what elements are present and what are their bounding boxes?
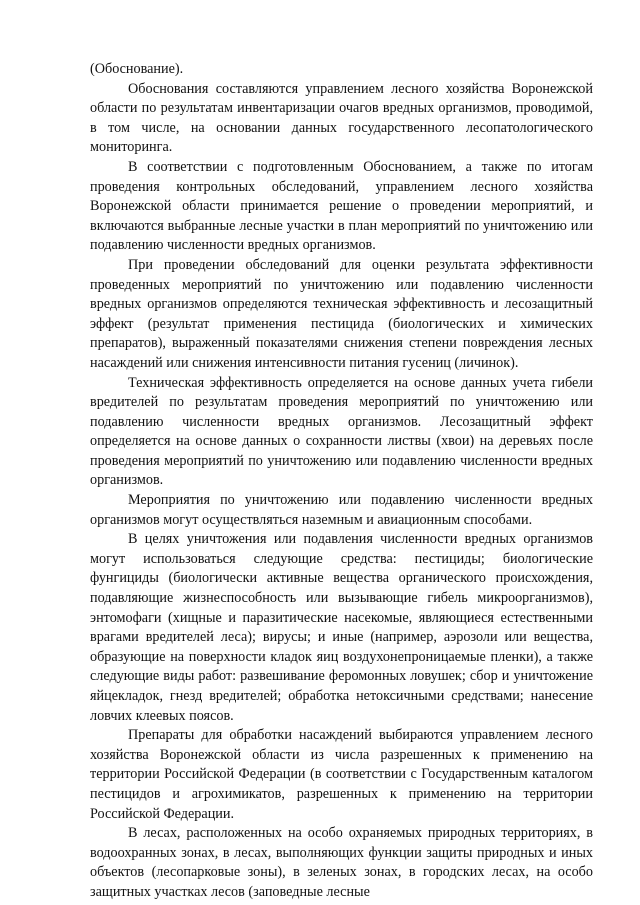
paragraph-decision: В соответствии с подготовленным Обоснованием, а также по итогам проведения контрольных обследований, управлением лесного хозяйства Воронежской области принимается решение о проведении мероприятий, и включаются выбранные лесные участки в план мероприятий по уничтожению или подавлению численности вредных организмов.: [90, 158, 593, 254]
paragraph-methods: Мероприятия по уничтожению или подавлению численности вредных организмов могут осуществляться наземным и авиационным способами.: [90, 492, 593, 528]
paragraph-effectiveness-assessment: При проведении обследований для оценки результата эффективности проведенных мероприятий по уничтожению или подавлению численности вредных организмов определяются техническая эффективность и лесозащитный эффект (результат применения пестицида (биологических и химических препаратов), выраженный показателями снижения степени повреждения лесных насаждений или снижения интенсивности питания гусениц (личинок).: [90, 256, 593, 371]
paragraph-technical-effectiveness: Техническая эффективность определяется на основе данных учета гибели вредителей по результатам проведения мероприятий по уничтожению или подавлению численности вредных организмов. Лесозащитный эффект определяется на основе данных о сохранности листвы (хвои) на деревьях после проведения мероприятий по уничтожению или подавлению численности вредных организмов.: [90, 374, 593, 489]
paragraph-opening-fragment: (Обоснование).: [90, 61, 184, 77]
paragraph-means: В целях уничтожения или подавления численности вредных организмов могут использоваться следующие средства: пестициды; биологические фунгициды (биологически активные вещества органического происхождения, подавляющие жизнеспособность или вызывающие гибель микроорганизмов), энтомофаги (хищные и паразитические насекомые, являющиеся естественными врагами вредителей леса); вирусы; и иные (например, аэрозоли или вещества, образующие на поверхности кладок яиц воздухонепроницаемые пленки), а также следующие виды работ: развешивание феромонных ловушек; сбор и уничтожение яйцекладок, гнезд вредителей; обработка нетоксичными средствами; нанесение ловчих клеевых поясов.: [90, 531, 593, 724]
paragraph-justifications: Обоснования составляются управлением лесного хозяйства Воронежской области по результатам инвентаризации очагов вредных организмов, проводимой, в том числе, на основании данных государственного лесопатологического мониторинга.: [90, 80, 593, 156]
document-page: [90, 60, 593, 903]
paragraph-preparations: Препараты для обработки насаждений выбираются управлением лесного хозяйства Воронежской области из числа разрешенных к применению на территории Российской Федерации (в соответствии с Государственным каталогом пестицидов и агрохимикатов, разрешенных к применению на территории Российской Федерации.: [90, 727, 593, 822]
paragraph-protected-areas: В лесах, расположенных на особо охраняемых природных территориях, в водоохранных зонах, в лесах, выполняющих функции защиты природных и иных объектов (лесопарковые зоны), в зеленых зонах, в городских лесах, на особо защитных участках лесов (заповедные лесные: [90, 825, 593, 900]
